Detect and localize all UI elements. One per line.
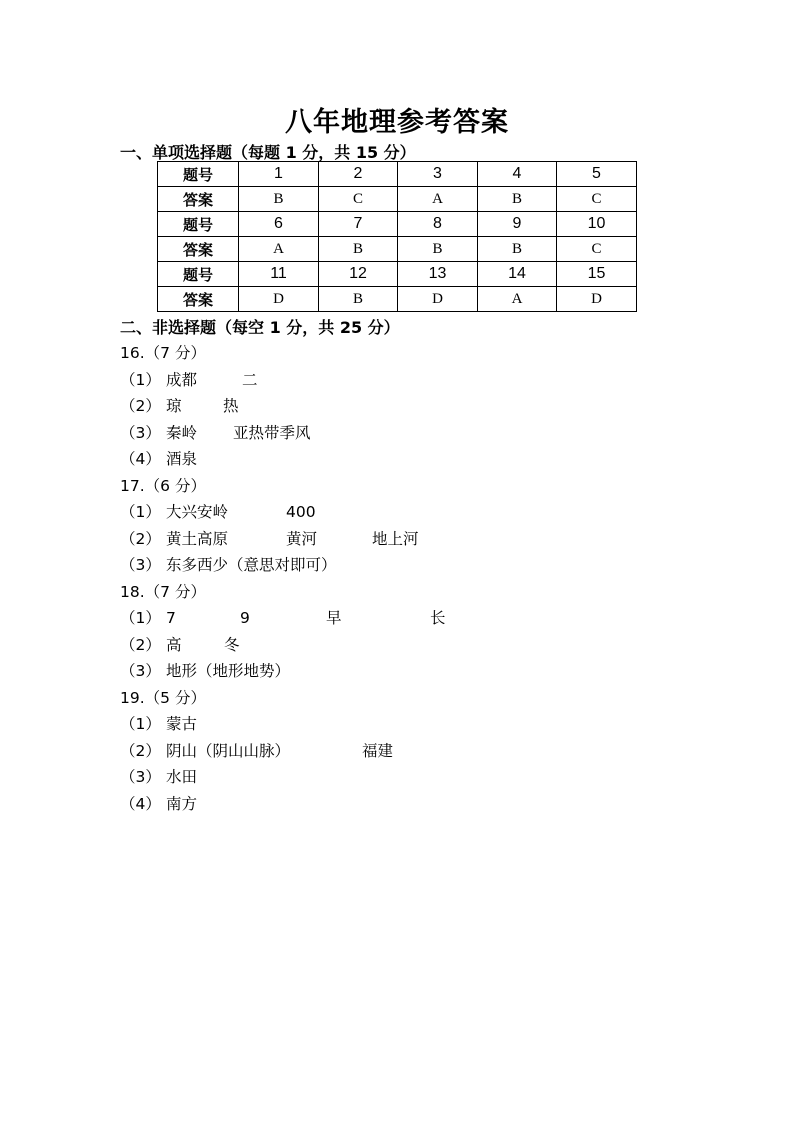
answer-line: [120, 552, 446, 579]
answer-line: [120, 791, 446, 818]
answer-blank: 二: [242, 370, 258, 389]
answer-blank: 高: [166, 635, 182, 654]
question-label: 16.（7 分）: [120, 344, 206, 362]
answer-cell: D: [398, 287, 478, 312]
answer-blank: 琼: [166, 397, 182, 415]
answer-blank: 黄土高原: [166, 529, 229, 548]
question-heading: [120, 579, 446, 606]
question-number: 4: [478, 162, 557, 187]
answer-cell: D: [239, 287, 319, 312]
answer-blank: 福建: [362, 741, 394, 760]
sub-question-label: （4）: [120, 794, 161, 813]
table-row-answers: [158, 237, 637, 262]
sub-question-label: （1）: [120, 715, 161, 733]
answer-table: [157, 161, 637, 312]
table-row-numbers: [158, 212, 637, 237]
answer-cell: B: [398, 237, 478, 262]
sub-question-label: （4）: [120, 450, 161, 468]
row-label-answer: 答案: [158, 287, 239, 312]
answer-blank: 9: [240, 609, 250, 627]
question-number: 10: [557, 212, 637, 237]
question-label: 17.（6 分）: [120, 476, 206, 495]
sub-question-label: （2）: [120, 741, 161, 760]
answer-line: [120, 632, 446, 659]
answer-cell: B: [319, 287, 398, 312]
question-number: 12: [319, 262, 398, 287]
question-heading: [120, 340, 446, 367]
answer-cell: C: [557, 187, 637, 212]
answer-line: [120, 420, 446, 447]
table-row-answers: [158, 287, 637, 312]
sub-question-label: （3）: [120, 556, 161, 574]
section-heading-non-choice: 二、非选择题（每空 1 分，共 25 分）: [120, 318, 400, 337]
answer-line: [120, 393, 446, 420]
question-number: 15: [557, 262, 637, 287]
answer-blank: 热: [223, 397, 239, 415]
question-heading: [120, 685, 446, 712]
answer-cell: B: [478, 187, 557, 212]
question-number: 8: [398, 212, 478, 237]
table-row-answers: [158, 187, 637, 212]
answer-blank: 蒙古: [166, 715, 198, 733]
answer-cell: A: [478, 287, 557, 312]
sub-question-label: （1）: [120, 370, 161, 389]
answer-line: [120, 526, 446, 553]
answer-blank: 水田: [166, 768, 198, 786]
row-label-number: 题号: [158, 212, 239, 237]
answer-blank: 冬: [224, 635, 240, 654]
sub-question-label: （1）: [120, 503, 161, 521]
question-heading: [120, 473, 446, 500]
answer-blank: 黄河: [286, 529, 318, 548]
answer-line: [120, 499, 446, 526]
sub-question-label: （2）: [120, 529, 161, 548]
question-number: 13: [398, 262, 478, 287]
sub-question-label: （2）: [120, 635, 161, 654]
answer-blank: 酒泉: [166, 450, 198, 468]
question-number: 5: [557, 162, 637, 187]
answer-blank: 大兴安岭: [166, 503, 229, 521]
answer-line: [120, 711, 446, 738]
sub-question-label: （3）: [120, 768, 161, 786]
answer-line: [120, 367, 446, 394]
answer-cell: B: [239, 187, 319, 212]
answer-lines: [120, 340, 446, 817]
row-label-answer: 答案: [158, 237, 239, 262]
question-number: 11: [239, 262, 319, 287]
answer-blank: 地上河: [372, 529, 419, 548]
answer-blank: 地形（地形地势）: [166, 662, 291, 680]
answer-line: [120, 446, 446, 473]
answer-cell: B: [478, 237, 557, 262]
answer-line: [120, 738, 446, 765]
question-number: 1: [239, 162, 319, 187]
question-number: 6: [239, 212, 319, 237]
answer-cell: C: [557, 237, 637, 262]
answer-blank: 亚热带季风: [233, 423, 311, 442]
answer-line: [120, 658, 446, 685]
sub-question-label: （2）: [120, 397, 161, 415]
answer-cell: B: [319, 237, 398, 262]
row-label-answer: 答案: [158, 187, 239, 212]
question-number: 3: [398, 162, 478, 187]
table-row-numbers: [158, 262, 637, 287]
sub-question-label: （3）: [120, 662, 161, 680]
row-label-number: 题号: [158, 262, 239, 287]
answer-cell: A: [239, 237, 319, 262]
answer-blank: 南方: [166, 794, 198, 813]
answer-blank: 成都: [166, 370, 198, 389]
answer-blank: 秦岭: [166, 423, 198, 442]
sub-question-label: （3）: [120, 423, 161, 442]
question-number: 9: [478, 212, 557, 237]
sub-question-label: （1）: [120, 609, 161, 627]
section-heading-multiple-choice: 一、单项选择题（每题 1 分，共 15 分）: [120, 143, 416, 162]
answer-line: [120, 605, 446, 632]
question-number: 14: [478, 262, 557, 287]
answer-cell: A: [398, 187, 478, 212]
answer-cell: D: [557, 287, 637, 312]
question-number: 2: [319, 162, 398, 187]
answer-blank: 400: [286, 503, 316, 521]
answer-blank: 长: [430, 609, 446, 627]
answer-line: [120, 764, 446, 791]
row-label-number: 题号: [158, 162, 239, 187]
answer-blank: 东多西少（意思对即可）: [166, 556, 337, 574]
question-label: 19.（5 分）: [120, 688, 206, 707]
question-number: 7: [319, 212, 398, 237]
table-row-numbers: [158, 162, 637, 187]
answer-blank: 7: [166, 609, 176, 627]
question-label: 18.（7 分）: [120, 582, 206, 601]
answer-blank: 早: [326, 609, 342, 627]
answer-blank: 阴山（阴山山脉）: [166, 741, 291, 760]
page-title: 八年地理参考答案: [285, 107, 509, 138]
answer-cell: C: [319, 187, 398, 212]
